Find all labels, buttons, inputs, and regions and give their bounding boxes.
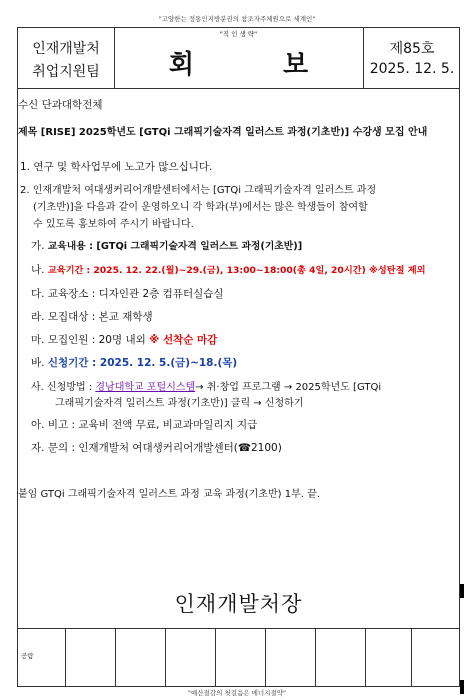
approval-cell xyxy=(66,629,116,687)
approval-cell xyxy=(366,629,412,687)
attachment: 붙임 GTQi 그래픽기술자격 일러스트 과정 교육 과정(기초반) 1부. 끝. xyxy=(18,489,320,500)
subject: 제목 [RISE] 2025학년도 [GTQi 그래픽기술자격 일러스트 과정(기초반)] 수강생 모집 안내 xyxy=(18,127,428,138)
margin-mark xyxy=(460,584,464,598)
item-sa-rest: → 취·창업 프로그램 → 2025학년도 [GTQi xyxy=(195,382,382,393)
item-na-prefix: 나. xyxy=(31,264,48,276)
item-ja: 자. 문의 : 인재개발처 여대생커리어개발센터(☎2100) xyxy=(31,442,282,454)
team-name: 취업지원팀 xyxy=(32,64,100,80)
item-sa xyxy=(31,378,381,393)
approval-cell xyxy=(216,629,266,687)
signature: 인재개발처장 xyxy=(174,592,303,616)
doc-date: 2025. 12. 5. xyxy=(369,61,455,77)
approval-cell xyxy=(412,629,458,687)
doc-info xyxy=(363,28,460,88)
item-sa-prefix: 사. 신청방법 : xyxy=(31,382,96,393)
paragraph-1: 1. 연구 및 학사업무에 노고가 많으십니다. xyxy=(20,161,213,173)
item-ma-deadline: ※ 선착순 마감 xyxy=(149,334,218,346)
item-sa-line-2: 그래픽기술자격 일러스트 과정(기초반)] 클릭 → 신청하기 xyxy=(55,398,304,409)
approval-cell xyxy=(316,629,366,687)
portal-link[interactable]: 경남대학교 포털시스템 xyxy=(95,382,196,393)
document-header xyxy=(18,28,459,89)
approval-cell xyxy=(266,629,316,687)
item-ba-prefix: 바. xyxy=(31,357,48,369)
dept-name: 인재개발처 xyxy=(32,41,100,57)
bottom-motto: "예산절감의 첫걸음은 에너지절약" xyxy=(187,689,287,697)
item-ra: 라. 모집대상 : 본교 재학생 xyxy=(31,311,153,323)
paragraph-2-line-1: 2. 인재개발처 여대생커리어개발센터에서는 [GTQi 그래픽기술자격 일러스트 과정 xyxy=(20,185,377,196)
item-ma-prefix: 마. 모집인원 : 20명 내외 xyxy=(31,334,150,346)
item-a: 아. 비고 : 교육비 전액 무료, 비교과마일리지 지급 xyxy=(31,419,258,431)
item-na xyxy=(31,262,425,277)
top-motto: "고양한는 정통인지방분권의 참조자주체원으로 세계인" xyxy=(158,15,316,23)
item-da: 다. 교육장소 : 디자인관 2층 컴퓨터실습실 xyxy=(31,288,224,300)
paragraph-2-line-3: 수 있도록 홍보하여 주시기 바랍니다. xyxy=(33,219,194,230)
item-ba xyxy=(31,355,237,370)
issuing-department xyxy=(18,28,115,88)
paragraph-2-line-2: (기초반)]을 다음과 같이 운영하오니 각 학과(부)에서는 많은 학생들이 참여할 xyxy=(33,202,368,213)
approval-cell xyxy=(18,629,66,687)
item-na-text: 교육기간 : 2025. 12. 22.(월)~29.(금), 13:00~18:00(총 4일, 20시간) ※성탄절 제외 xyxy=(47,265,426,276)
item-ga-text: 교육내용 : [GTQi 그래픽기술자격 일러스트 과정(기초반)] xyxy=(47,241,303,252)
item-ma xyxy=(31,332,217,347)
item-ga xyxy=(31,238,302,253)
recipient: 수신 단과대학전체 xyxy=(18,99,103,111)
document-frame xyxy=(17,27,460,687)
title-cell xyxy=(115,28,362,88)
approval-table xyxy=(18,628,459,687)
item-ba-text: 신청기간 : 2025. 12. 5.(금)~18.(목) xyxy=(47,357,238,369)
document-title: 회 보 xyxy=(168,50,349,80)
doc-number: 제85호 xyxy=(389,41,435,57)
gongram-label: 공람 xyxy=(21,652,34,660)
seal-omitted-tag: "직 인 생 략" xyxy=(219,30,258,38)
approval-cell xyxy=(166,629,216,687)
item-ga-prefix: 가. xyxy=(31,240,48,252)
approval-cell xyxy=(116,629,166,687)
